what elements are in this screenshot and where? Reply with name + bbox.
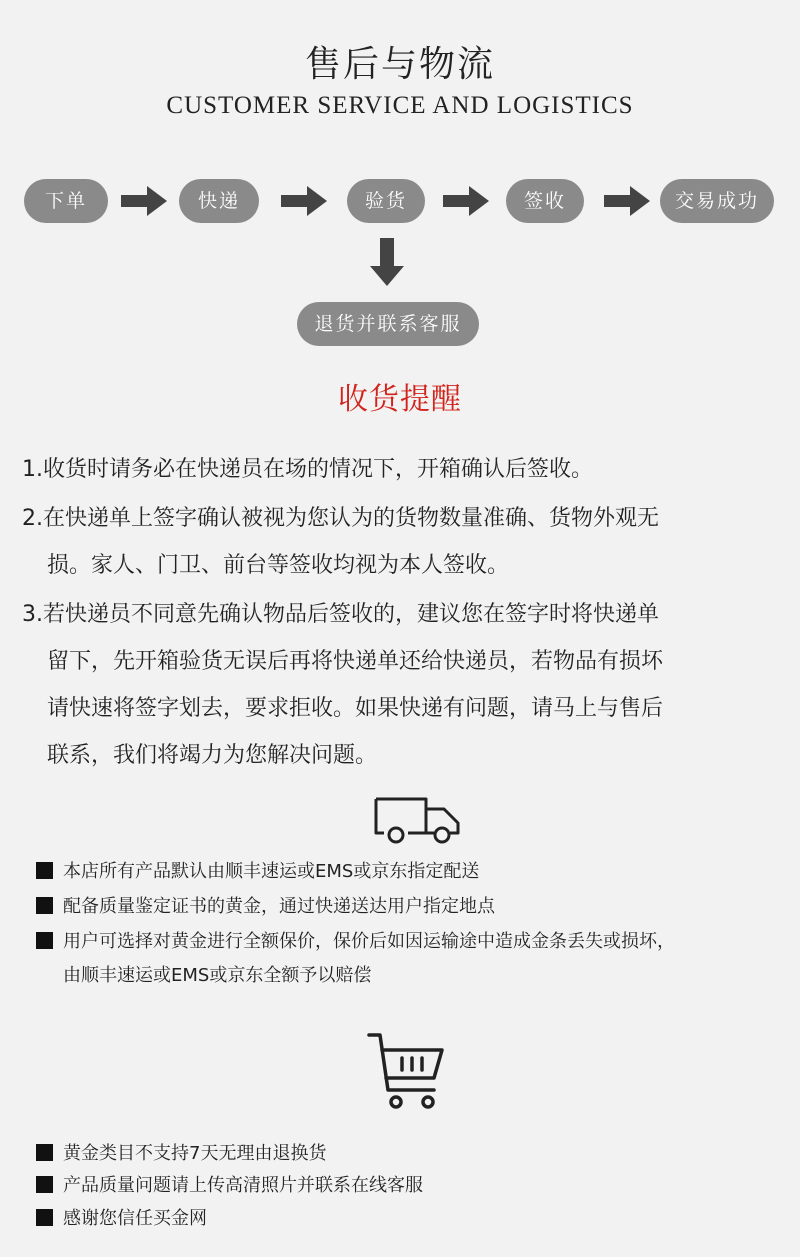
- arrow-right-icon: [443, 186, 489, 216]
- policy-bullet: [36, 1202, 776, 1236]
- receipt-item-line: 请快速将签字划去，要求拒收。如果快递有问题，请马上与售后: [47, 696, 664, 721]
- receipt-item-line: 3.若快递员不同意先确认物品后签收的，建议您在签字时将快递单: [22, 602, 659, 627]
- arrow-right-icon: [281, 186, 327, 216]
- bullet-text: 产品质量问题请上传高清照片并联系在线客服: [63, 1175, 423, 1196]
- square-bullet-icon: [36, 862, 53, 879]
- receipt-item-line: 1.收货时请务必在快递员在场的情况下，开箱确认后签收。: [22, 457, 593, 482]
- bullet-text: 本店所有产品默认由顺丰速运或EMS或京东指定配送: [63, 861, 480, 882]
- page-title: 售后与物流: [304, 44, 495, 85]
- flow-step-order: 下单: [24, 179, 108, 223]
- square-bullet-icon: [36, 1176, 53, 1193]
- shipping-bullet: [36, 925, 776, 993]
- policy-bullet: [36, 1137, 776, 1171]
- arrow-right-icon: [121, 186, 167, 216]
- square-bullet-icon: [36, 1144, 53, 1161]
- receipt-reminder-title: 收货提醒: [338, 382, 462, 417]
- bullet-text: 感谢您信任买金网: [63, 1208, 207, 1229]
- flow-step-delivery: 快递: [179, 179, 259, 223]
- receipt-item-2: [22, 495, 782, 589]
- flow-step-complete: 交易成功: [660, 179, 774, 223]
- square-bullet-icon: [36, 897, 53, 914]
- cart-icon: [366, 1030, 446, 1112]
- arrow-right-icon: [604, 186, 650, 216]
- flow-step-sign: 签收: [506, 179, 584, 223]
- receipt-item-line: 损。家人、门卫、前台等签收均视为本人签收。: [47, 553, 510, 578]
- bullet-text: 由顺丰速运或EMS或京东全额予以赔偿: [63, 965, 372, 986]
- arrow-down-icon: [370, 238, 404, 286]
- policy-bullet: [36, 1169, 776, 1203]
- page-subtitle: CUSTOMER SERVICE AND LOGISTICS: [166, 92, 634, 119]
- square-bullet-icon: [36, 1209, 53, 1226]
- flow-step-inspect: 验货: [347, 179, 425, 223]
- receipt-item-line: 联系，我们将竭力为您解决问题。: [47, 743, 378, 768]
- receipt-item-line: 留下，先开箱验货无误后再将快递单还给快递员，若物品有损坏: [47, 649, 664, 674]
- bullet-text: 配备质量鉴定证书的黄金，通过快递送达用户指定地点: [63, 896, 495, 917]
- receipt-item-line: 2.在快递单上签字确认被视为您认为的货物数量准确、货物外观无: [22, 506, 659, 531]
- shipping-bullet: [36, 855, 776, 889]
- flow-step-return: 退货并联系客服: [297, 302, 479, 346]
- receipt-item-1: [22, 446, 782, 493]
- truck-icon: [372, 795, 462, 845]
- receipt-item-3: [22, 591, 782, 779]
- shipping-bullet: [36, 890, 776, 924]
- square-bullet-icon: [36, 932, 53, 949]
- bullet-text: 用户可选择对黄金进行全额保价，保价后如因运输途中造成金条丢失或损坏，: [63, 931, 675, 952]
- bullet-text: 黄金类目不支持7天无理由退换货: [63, 1143, 327, 1164]
